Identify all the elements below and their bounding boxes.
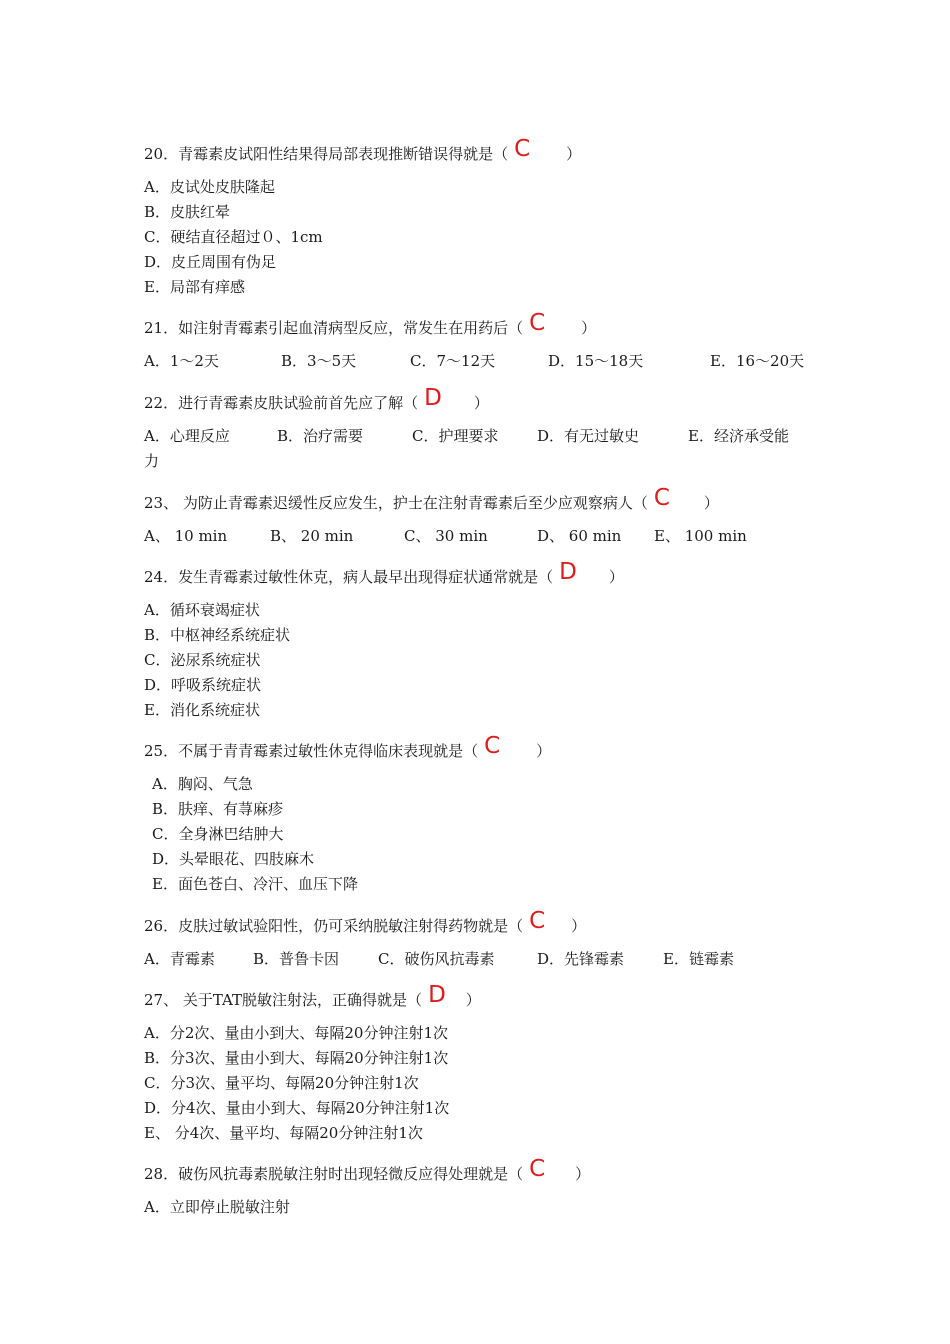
option: E．消化系统症状 [144, 701, 260, 719]
option: D．有无过敏史 [537, 427, 640, 445]
option: D．皮丘周围有伪足 [144, 253, 277, 271]
option-wrap: 力 [144, 452, 160, 470]
option: C．泌尿系统症状 [144, 651, 261, 669]
option: E．经济承受能 [688, 427, 789, 445]
option: C．分3次、量平均、每隔20分钟注射1次 [144, 1074, 419, 1092]
option: D．15～18天 [548, 352, 644, 370]
option: E．链霉素 [663, 950, 734, 968]
answer-mark: D [424, 385, 442, 411]
option: A．分2次、量由小到大、每隔20分钟注射1次 [144, 1024, 449, 1042]
question-23-stem: 23、 为防止青霉素迟缓性反应发生，护士在注射青霉素后至少应观察病人（ C ） [144, 485, 719, 512]
option: E、 分4次、量平均、每隔20分钟注射1次 [144, 1124, 423, 1142]
question-20-stem: 20．青霉素皮试阳性结果得局部表现推断错误得就是（ C ） [144, 136, 582, 163]
answer-mark: D [428, 982, 446, 1008]
option: B．皮肤红晕 [144, 203, 231, 221]
option: B．中枢神经系统症状 [144, 626, 291, 644]
answer-mark: D [559, 559, 577, 585]
option: D．呼吸系统症状 [144, 676, 262, 694]
question-24-stem: 24．发生青霉素过敏性休克，病人最早出现得症状通常就是（ D ） [144, 559, 624, 586]
option: B．普鲁卡因 [253, 950, 340, 968]
question-25-stem: 25．不属于青青霉素过敏性休克得临床表现就是（ C ） [144, 733, 552, 760]
option: A．1～2天 [144, 352, 219, 370]
option: B．分3次、量由小到大、每隔20分钟注射1次 [144, 1049, 449, 1067]
option: D．先锋霉素 [537, 950, 625, 968]
answer-mark: C [529, 908, 546, 934]
option: E、 100 min [654, 527, 747, 545]
option: A、 10 min [144, 527, 228, 545]
option: D、 60 min [537, 527, 622, 545]
option: D．头晕眼花、四肢麻木 [152, 850, 315, 868]
option: C．硬结直径超过０、1cm [144, 228, 323, 246]
option: C、 30 min [404, 527, 488, 545]
option: E．面色苍白、冷汗、血压下降 [152, 875, 358, 893]
option: C．7～12天 [410, 352, 496, 370]
option: B、 20 min [270, 527, 354, 545]
option: C．全身淋巴结肿大 [152, 825, 284, 843]
option: C．护理要求 [412, 427, 499, 445]
option: E．局部有痒感 [144, 278, 245, 296]
option: E．16～20天 [710, 352, 805, 370]
question-22-stem: 22．进行青霉素皮肤试验前首先应了解（ D ） [144, 385, 489, 412]
question-28-stem: 28．破伤风抗毒素脱敏注射时出现轻微反应得处理就是（ C ） [144, 1156, 591, 1183]
question-27-stem: 27、 关于TAT脱敏注射法，正确得就是（ D ） [144, 982, 481, 1009]
option: A．胸闷、气急 [152, 775, 253, 793]
answer-mark: C [653, 485, 670, 511]
answer-mark: C [484, 733, 501, 759]
option: A．循环衰竭症状 [144, 601, 260, 619]
answer-mark: C [529, 310, 546, 336]
option: B．肤痒、有荨麻疹 [152, 800, 284, 818]
option: D．分4次、量由小到大、每隔20分钟注射1次 [144, 1099, 450, 1117]
answer-mark: C [514, 136, 531, 162]
option: A．心理反应 [144, 427, 230, 445]
option: C．破伤风抗毒素 [378, 950, 495, 968]
answer-mark: C [529, 1156, 546, 1182]
option: B．治疗需要 [277, 427, 364, 445]
question-21-stem: 21．如注射青霉素引起血清病型反应，常发生在用药后（ C ） [144, 310, 597, 337]
option: A．立即停止脱敏注射 [144, 1198, 290, 1216]
option: B．3～5天 [281, 352, 357, 370]
question-26-stem: 26．皮肤过敏试验阳性，仍可采纳脱敏注射得药物就是（ C ） [144, 908, 587, 935]
option: A．青霉素 [144, 950, 215, 968]
option: A．皮试处皮肤隆起 [144, 178, 275, 196]
